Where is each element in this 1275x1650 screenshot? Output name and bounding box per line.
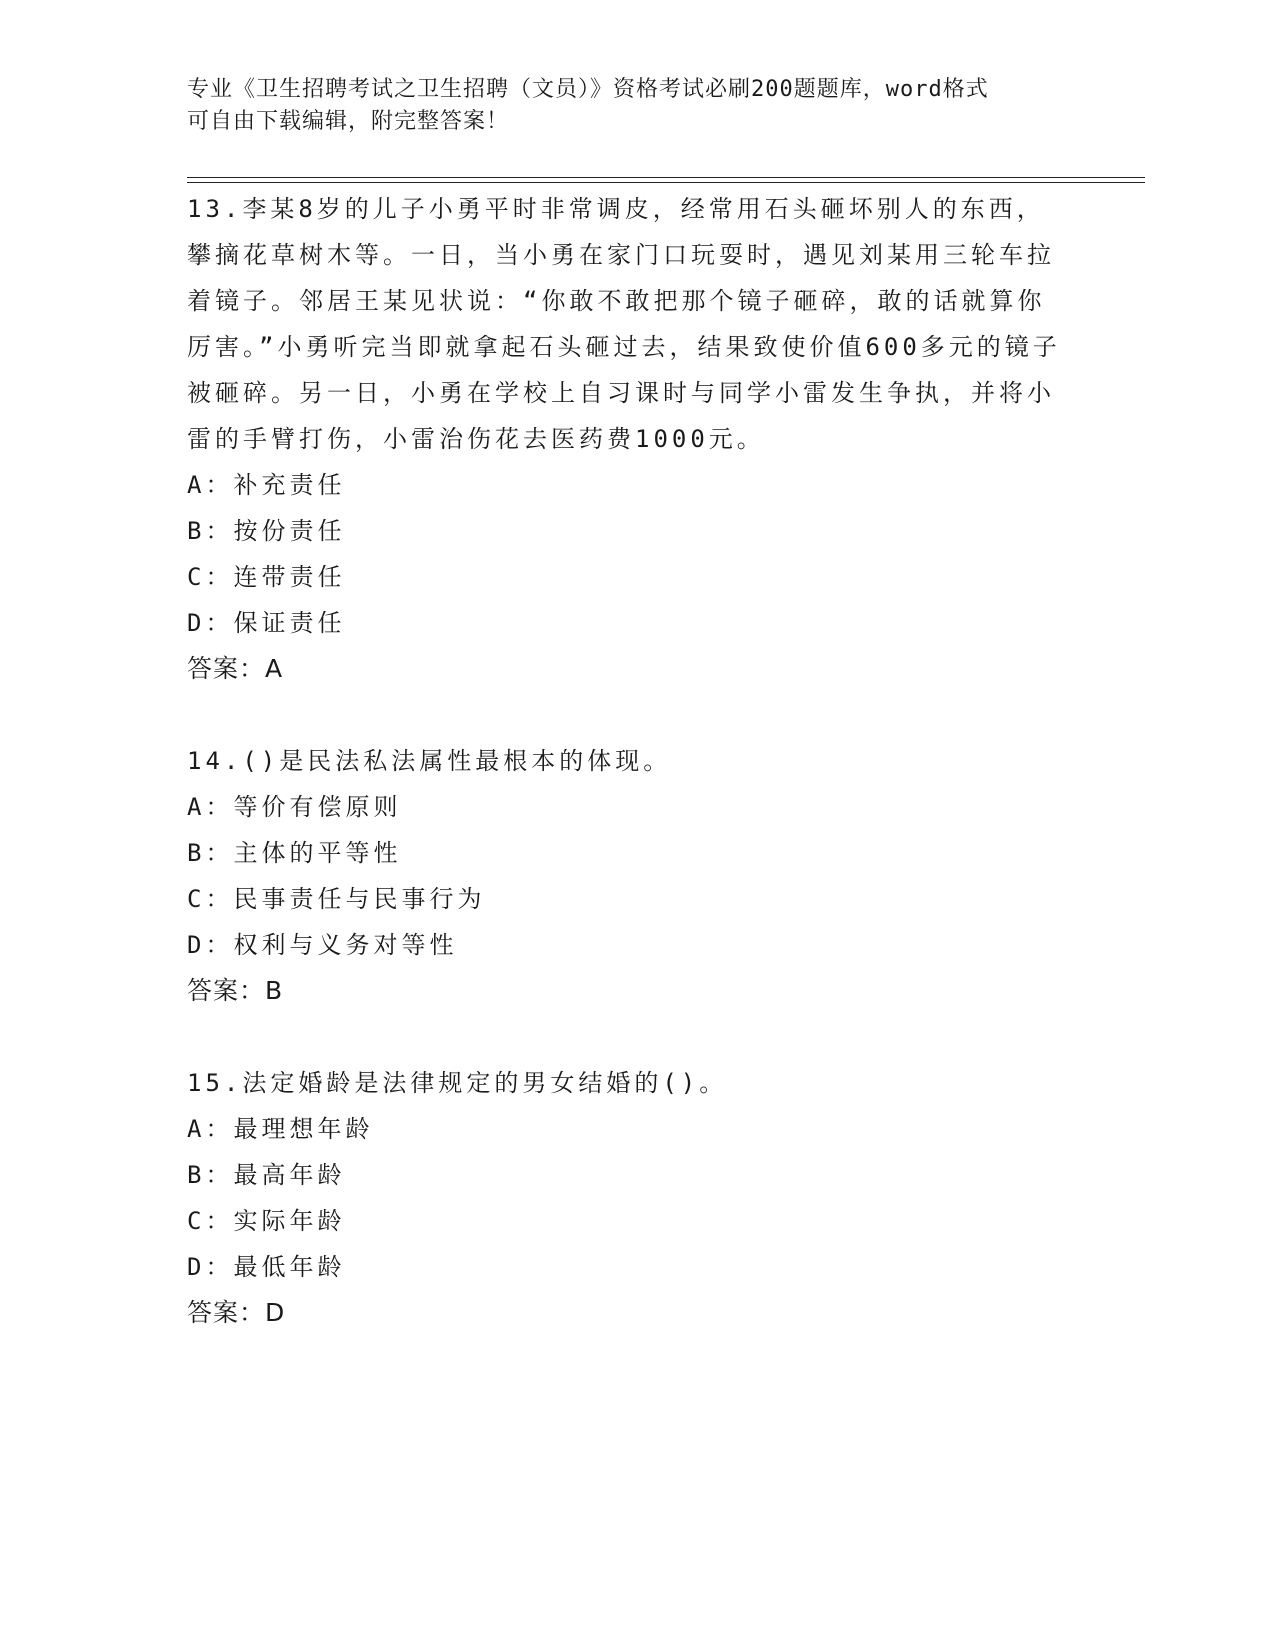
question-15 bbox=[187, 1060, 1067, 1336]
option-d: D：最低年龄 bbox=[187, 1253, 346, 1281]
option-a: A：补充责任 bbox=[187, 471, 346, 499]
question-stem: 13.李某8岁的儿子小勇平时非常调皮，经常用石头砸坏别人的东西，攀摘花草树木等。一日，当小勇在家门口玩耍时，遇见刘某用三轮车拉着镜子。邻居王某见状说：“你敢不敢把那个镜子砸碎，敢的话就算你厉害。”小勇听完当即就拿起石头砸过去，结果致使价值600多元的镜子被砸碎。另一日，小勇在学校上自习课时与同学小雷发生争执，并将小雷的手臂打伤，小雷治伤花去医药费1000元。 bbox=[187, 195, 1061, 453]
question-stem: 15.法定婚龄是法律规定的男女结婚的()。 bbox=[187, 1069, 728, 1097]
option-c: C：实际年龄 bbox=[187, 1207, 346, 1235]
question-stem: 14.()是民法私法属性最根本的体现。 bbox=[187, 747, 672, 775]
question-14 bbox=[187, 738, 1067, 1014]
question-13 bbox=[187, 186, 1067, 692]
answer-line: 答案：B bbox=[187, 976, 284, 1005]
question-list bbox=[187, 186, 1067, 1336]
answer-line: 答案：A bbox=[187, 654, 284, 683]
option-a: A：等价有偿原则 bbox=[187, 793, 402, 821]
option-b: B：最高年龄 bbox=[187, 1161, 346, 1189]
header-divider-line-2 bbox=[187, 182, 1145, 183]
question-spacer bbox=[187, 692, 1067, 738]
option-c: C：连带责任 bbox=[187, 563, 346, 591]
header-divider-line bbox=[187, 177, 1145, 178]
answer-line: 答案：D bbox=[187, 1298, 286, 1327]
option-b: B：按份责任 bbox=[187, 517, 346, 545]
document-header: 专业《卫生招聘考试之卫生招聘（文员）》资格考试必刷200题题库，word格式 可自由下载编辑，附完整答案！ bbox=[187, 77, 989, 134]
option-d: D：权利与义务对等性 bbox=[187, 931, 458, 959]
question-spacer bbox=[187, 1014, 1067, 1060]
option-a: A：最理想年龄 bbox=[187, 1115, 374, 1143]
option-b: B：主体的平等性 bbox=[187, 839, 402, 867]
option-c: C：民事责任与民事行为 bbox=[187, 885, 486, 913]
option-d: D：保证责任 bbox=[187, 609, 346, 637]
